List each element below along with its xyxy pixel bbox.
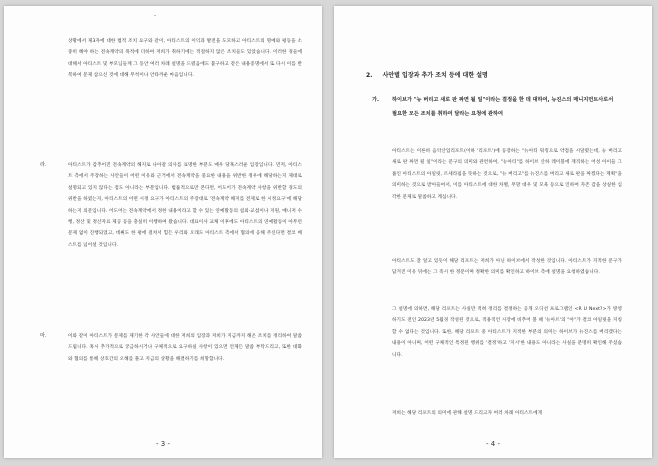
page-number: - 4 - [486, 440, 500, 448]
section-heading-number: 2. [366, 72, 373, 79]
item-label-ma: 마. [40, 333, 47, 339]
section-heading-text: 사안별 입장과 추가 조치 등에 대한 설명 [382, 72, 488, 79]
document-page-4 [334, 6, 652, 458]
subsection-heading: 하이브가 "뉴 버리고 새로 판 짜면 될 일"이라는 결정을 한 데 대하여, 뉴진스의 매니지먼트사로서 필요한 모든 조치를 취하여 달라는 요청에 관하여 [392, 97, 614, 117]
paragraph-3: 이와 같이 아티스트가 문제를 제기한 각 사안들에 대한 저희의 입장과 저희가 지금까지 해온 조치를 정리하여 말씀 드립니다. 혹시 추가적으로 궁금하시거나 구체적으로 요구하실 사항이 있으면 언제든 말씀 부탁드리고, 또한 대화와 협의를 통해 상호간의 오해를 풀고 지금의 상황을 해결하기를 희망합니다. [68, 334, 302, 362]
item-label-ra: 라. [40, 162, 47, 168]
paragraph-3: 그 설명에 의하면, 해당 리포트는 사실만 적혀 정리를 결정하는 공개 오디션 프로그램인 <R U Next?>가 방영하기도 전인 2023년 5월경 작성된 것으로, 적용직언 시장에 비추어 볼 때 '뉴아르'의 "아"가 결코 아일릿을 지칭할 수 없다는 것입니다. 또한, 해당 리포트 중 아티스트가 지적한 부분의 의미는 하이브가 뉴진스를 버리겠다는 내용이 아니며, 어떤 구체적인 특정된 행위를 '결정'하고 '지시'한 내용도 아니라는 사실을 분명히 확인해 주셨습니다. [392, 307, 622, 358]
section-heading [366, 70, 488, 79]
paragraph-2: 아티스트도 잘 알고 있듯이 해당 리포트는 저희가 아닌 하이브에서 작성한 것입니다. 아티스트가 지적한 문구가 담겨진 이유 뒤에는 그 즉시 한 정문이며 정확한 의미를 확인하고 하이브 측에 설명을 요청하였습니다. [392, 259, 622, 276]
page-number: - 3 - [156, 440, 170, 448]
paragraph-1: 아티스트는 이른바 음악산업리포트(이하 '리포트')에 등장하는 "뉴아티 워킹으로 약점을 시달렸는데, 뉴 버리고 새로 판 짜면 될 일"이라는 문구의 의미와 관련하여, "뉴아티"를 하이브 산하 레이블에 재직하는 어성 아이들 그룹인 아티스트의 아일릿, 르세라핌을 뜻하는 것으로, "뉴 버리고"를 뉴진스를 버리고 새로 판을 짜겠다는 계획"을 의미하는 것으로 받아들여서, 이를 아티스트에 대한 차별, 무망 대우 및 모욕 등으로 인하여 자존 감을 상실한 심각한 문제로 말씀하고 계십니다. [392, 149, 622, 200]
subsection-label: 가. [372, 97, 379, 103]
paragraph-4: 저희는 해당 리포트의 의미에 관해 설명 드리고자 여러 차례 아티스트에게 [392, 411, 543, 416]
document-page-3 [4, 6, 322, 458]
page-mark: - [154, 12, 157, 19]
paragraph-1: 상황에서 제3자에 대한 법적 조치 요구와 같이, 아티스트의 이익과 발전을 도모하고 아티스트의 명예와 평등을 소중히 해야 하는 전속계약의 목적에 더하여 저희가 취하기에는 적절하지 않은 조치들도 있었습니다. 이러한 경들에 대해서 아티스트 및 부모님들께 그 동안 여러 차례 설명을 드렸음에도 불구하고 같은 내용증명에서 또 다시 이를 반복하여 문제 삼으신 것에 대해 무척이나 안타까운 마음입니다. [68, 39, 302, 79]
paragraph-2: 아티스트가 감추어진 전속계약의 해지로 나아갈 의사를 표명한 부분도 매우 당혹스러운 입장입니다. 먼저, 아티스트 측에서 주장하는 사안들이 어떤 이유와 근거에서 전속계약을 중요한 내용을 위반한 정우에 해당하는지 제대로 설명되고 있지 않다는 점도 아니라는 부분입니다. 법률적으로만 본다면, 어도어가 전속계약 사항을 위반할 경도의 위반을 하였는지, 아티스트의 어떤 시정 요구가 아티스트의 주장대로 '전속계약 해지를 전제로 한 시정요구'에 해당하는지 의문입니다. 어도어는 전속계약에서 정한 내용이라고 할 수 있는 연예활동의 섭외·교섭이나 지원, 매니저 수행, 정산 및 정산자료 제공 등을 충실히 이행하여 왔습니다. 대표이사 교체 이후에도 아티스트의 연예활동이 아무런 문제 없이 진행되었고, 데뷔도 한 평에 걸쳐서 힘든 우리와 오래도 아티스트 측에서 협의에 응해 주신다면 결코 베스트를 넘어설 것입니다. [68, 163, 302, 248]
